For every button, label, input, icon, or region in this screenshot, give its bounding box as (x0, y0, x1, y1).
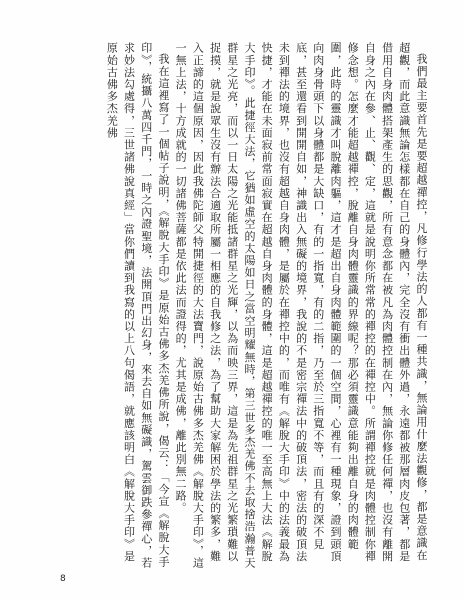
paragraph: 我在這裡寫了一個帖子說明，《解脫大手印》是原始古佛多杰羌佛所說，偈云：「今宣《解脫大手印》，統攝八萬四千門，一時之內證聖境，法開頂門出幻身，來去自如無礙識，駕雲御跌參禪心，若求妙法勾處得，三世諸佛說真經」當你們讀到我寫的以上八句偈語，就應該明白《解脫大手印》是原始古佛多杰羌佛 (105, 42, 170, 569)
page-number: 8 (60, 574, 66, 584)
vertical-text-block (60, 42, 430, 570)
paragraph: 我們最主要首先是要超越禪控，凡修行學法的人都有一種共識，無論用什麼法觀修，都是意識在超觀，而此意識無論怎樣都在自己的身體內，完全沒有衝出體外過，永遠都被那層肉皮包著，都是借用自身肉體搭架產生的思觀，所有意念都在被凡為肉體控制在內，無論你修任何禪，也沒有離開自身之內在參、止、觀、定，這就是說明你所常常的禪控的在禪控中。所謂禪控就是肉體控制你禪修念想。怎麼才能超越禪控，脫離自身肉體靈識的界線呢？那必須靈識意能夠出離自身的肉體範圍，此時的靈識才叫脫離肉軀，這才是超出自身肉體範圍的一個空間，心裡有一種現象，證到頭頂向肉身骨頭下以身體都是大缺口，有的一指寬，有的二指，乃至於三指寬不等，而且有的深不見底，甚至還看到開開自如，神識出入無礙的境界，我說的不是密宗禪法中的破頂法，密法的破頂法未到禪法的境界，也沒有超越自身肉體，是屬於在禪控中的，而唯有《解脫大手印》中的法義最為快捷，才能在未面寂前常面寂實在超越自身肉體的身體，這是超越禪控的唯一至高無上大法《解脫大手印》。此捷徑大法，它猶如虛空的太陽如日之當空明耀無時，第三世多杰羌佛不去取捨浩瀚普天群星之光亮，而以一日太陽之光能抵諸群星之光輝，以為而映三界，這是為先祖群星之光繁瑣難以捉摸，就是說眾生沒有辦法合適取所屬一相應的自我修之法，為了幫助大家解困於學法的繁多，難入正諦的這個原因，因此我佛陀師父特開捷徑的大法寶門，說原始古佛多杰羌佛《解脫大手印》，這一無上法，十方成就的一切諸佛菩薩都是依此法而證得的，尤其是成佛，離此別無二路。 (174, 42, 428, 569)
